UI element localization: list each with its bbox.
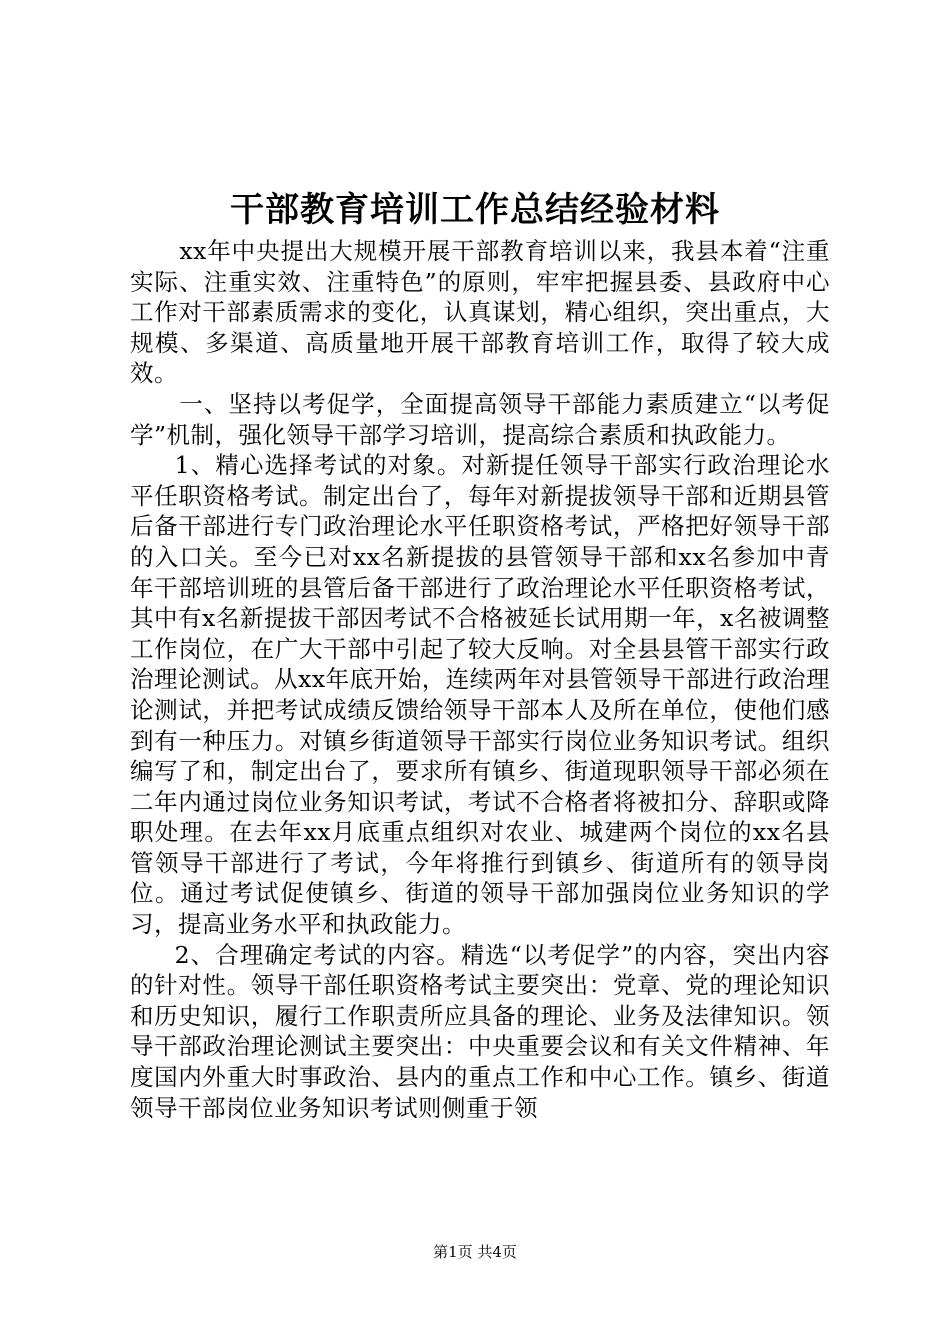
paragraph-item-2: 2、合理确定考试的内容。精选“以考促学”的内容，突出内容的针对性。领导干部任职资格考试主要突出：党章、党的理论知识和历史知识，履行工作职责所应具备的理论、业务及法律知识。领导干部政治理论测试主要突出：中央重要会议和有关文件精神、年度国内外重大时事政治、县内的重点工作和中心工作。镇乡、街道领导干部岗位业务知识考试则侧重于领 xyxy=(130,940,830,1122)
paragraph-section-1-heading: 一、坚持以考促学，全面提高领导干部能力素质建立“以考促学”机制，强化领导干部学习培训，提高综合素质和执政能力。 xyxy=(130,389,830,449)
page-number-footer: 第1页 共4页 xyxy=(433,1243,517,1261)
document-title: 干部教育培训工作总结经验材料 xyxy=(230,190,720,230)
paragraph-intro: xx年中央提出大规模开展干部教育培训以来，我县本着“注重实际、注重实效、注重特色”的原则，牢牢把握县委、县政府中心工作对干部素质需求的变化，认真谋划，精心组织，突出重点，大规模、多渠道、高质量地开展干部教育培训工作，取得了较大成效。 xyxy=(130,237,830,388)
document-body xyxy=(130,236,830,1123)
paragraph-item-1: 1、精心选择考试的对象。对新提任领导干部实行政治理论水平任职资格考试。制定出台了，每年对新提拔领导干部和近期县管后备干部进行专门政治理论水平任职资格考试，严格把好领导干部的入口关。至今已对xx名新提拔的县管领导干部和xx名参加中青年干部培训班的县管后备干部进行了政治理论水平任职资格考试，其中有x名新提拔干部因考试不合格被延长试用期一年，x名被调整工作岗位，在广大干部中引起了较大反响。对全县县管干部实行政治理论测试。从xx年底开始，连续两年对县管领导干部进行政治理论测试，并把考试成绩反馈给领导干部本人及所在单位，使他们感到有一种压力。对镇乡街道领导干部实行岗位业务知识考试。组织编写了和，制定出台了，要求所有镇乡、街道现职领导干部必须在二年内通过岗位业务知识考试，考试不合格者将被扣分、辞职或降职处理。在去年xx月底重点组织对农业、城建两个岗位的xx名县管领导干部进行了考试，今年将推行到镇乡、街道所有的领导岗位。通过考试促使镇乡、街道的领导干部加强岗位业务知识的学习，提高业务水平和执政能力。 xyxy=(130,451,830,939)
